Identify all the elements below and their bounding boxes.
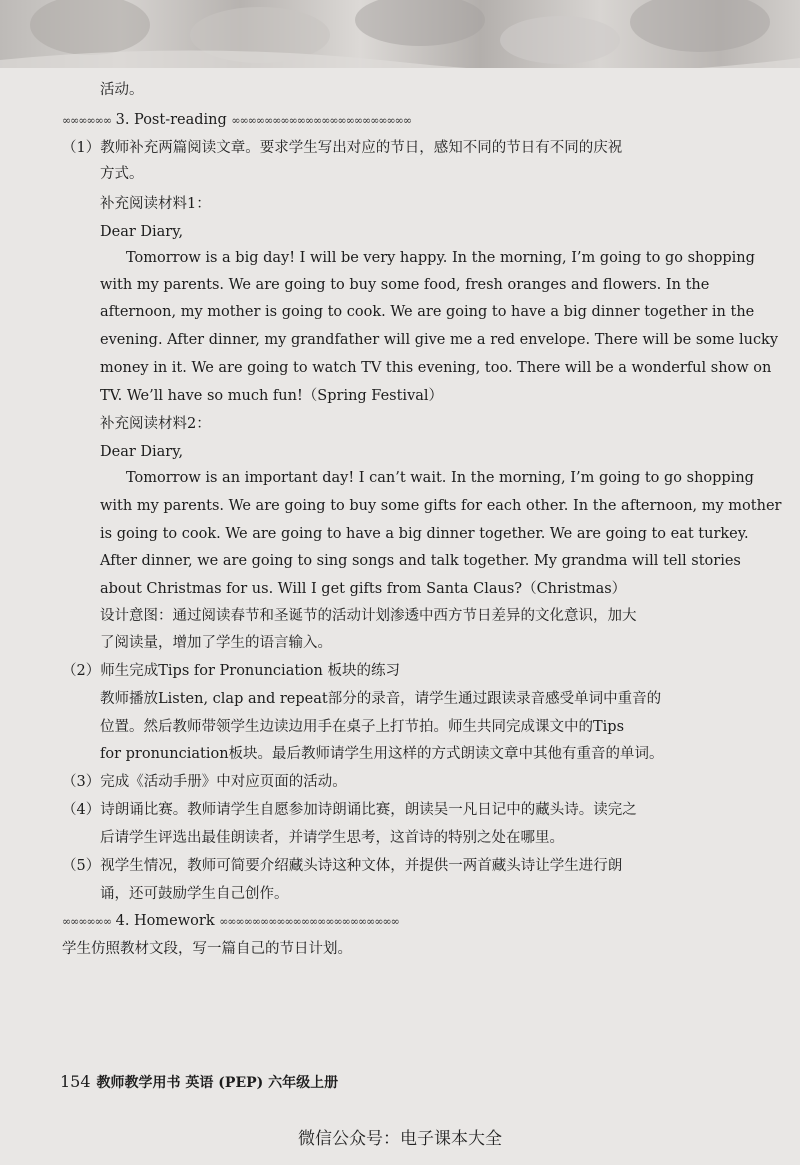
book-title: 教师教学用书 英语 (PEP) 六年级上册 [96, 1075, 339, 1091]
body-line: with my parents. We are going to buy some gifts for each other. In the afternoon, my mother [100, 498, 782, 514]
divider-ornament: ∞∞∞∞∞∞ [62, 114, 111, 127]
body-line: 活动。 [100, 82, 144, 98]
section-heading-post-reading: ∞∞∞∞∞∞ 3. Post-reading ∞∞∞∞∞∞∞∞∞∞∞∞∞∞∞∞∞∞∞∞∞∞ [62, 112, 412, 128]
body-line: After dinner, we are going to sing songs and talk together. My grandma will tell stories [100, 553, 741, 569]
body-line: 后请学生评选出最佳朗读者，并请学生思考，这首诗的特别之处在哪里。 [100, 830, 564, 846]
body-line: TV. We’ll have so much fun!（Spring Festival） [100, 388, 444, 404]
page-footer [60, 1072, 338, 1092]
list-item: （2）师生完成Tips for Pronunciation 板块的练习 [62, 663, 400, 679]
design-intent-line: 设计意图：通过阅读春节和圣诞节的活动计划渗透中西方节日差异的文化意识，加大 [100, 608, 637, 624]
body-line: for pronunciation板块。最后教师请学生用这样的方式朗读文章中其他有重音的单词。 [100, 746, 664, 762]
body-line: about Christmas for us. Will I get gifts from Santa Claus?（Christmas） [100, 581, 627, 597]
watermark: 微信公众号：电子课本大全 [298, 1129, 502, 1149]
body-line: money in it. We are going to watch TV this evening, too. There will be a wonderful show on [100, 360, 772, 376]
list-item: （3）完成《活动手册》中对应页面的活动。 [62, 774, 347, 790]
body-line: Tomorrow is a big day! I will be very happy. In the morning, I’m going to go shopping [126, 250, 755, 266]
section-heading-homework: ∞∞∞∞∞∞ 4. Homework ∞∞∞∞∞∞∞∞∞∞∞∞∞∞∞∞∞∞∞∞∞∞ [62, 913, 399, 929]
body-line: is going to cook. We are going to have a big dinner together. We are going to eat turkey. [100, 526, 749, 542]
body-line: Tomorrow is an important day! I can’t wait. In the morning, I’m going to go shopping [126, 470, 754, 486]
list-item: （1）教师补充两篇阅读文章。要求学生写出对应的节日，感知不同的节日有不同的庆祝 [62, 140, 623, 156]
body-line: 诵，还可鼓励学生自己创作。 [100, 886, 289, 902]
body-line: with my parents. We are going to buy some food, fresh oranges and flowers. In the [100, 277, 710, 293]
page-number: 154 [60, 1072, 91, 1091]
body-line: 补充阅读材料1： [100, 196, 211, 212]
divider-ornament: ∞∞∞∞∞∞∞∞∞∞∞∞∞∞∞∞∞∞∞∞∞∞ [231, 114, 412, 127]
list-item: （4）诗朗诵比赛。教师请学生自愿参加诗朗诵比赛，朗读吴一凡日记中的藏头诗。读完之 [62, 802, 637, 818]
body-line: 了阅读量，增加了学生的语言输入。 [100, 635, 332, 651]
body-line: afternoon, my mother is going to cook. We are going to have a big dinner together in the [100, 304, 755, 320]
body-line: 方式。 [100, 166, 144, 182]
body-line: 教师播放Listen, clap and repeat部分的录音，请学生通过跟读录音感受单词中重音的 [100, 691, 662, 707]
body-line: 补充阅读材料2： [100, 416, 211, 432]
list-item: （5）视学生情况，教师可简要介绍藏头诗这种文体，并提供一两首藏头诗让学生进行朗 [62, 858, 623, 874]
divider-ornament: ∞∞∞∞∞∞∞∞∞∞∞∞∞∞∞∞∞∞∞∞∞∞ [219, 915, 399, 928]
body-line: 学生仿照教材文段，写一篇自己的节日计划。 [62, 941, 352, 957]
divider-ornament: ∞∞∞∞∞∞ [62, 915, 111, 928]
body-line: 位置。然后教师带领学生边读边用手在桌子上打节拍。师生共同完成课文中的Tips [100, 719, 625, 735]
body-line: Dear Diary, [100, 444, 184, 460]
body-line: Dear Diary, [100, 224, 184, 240]
body-line: evening. After dinner, my grandfather will give me a red envelope. There will be some lucky [100, 332, 779, 348]
